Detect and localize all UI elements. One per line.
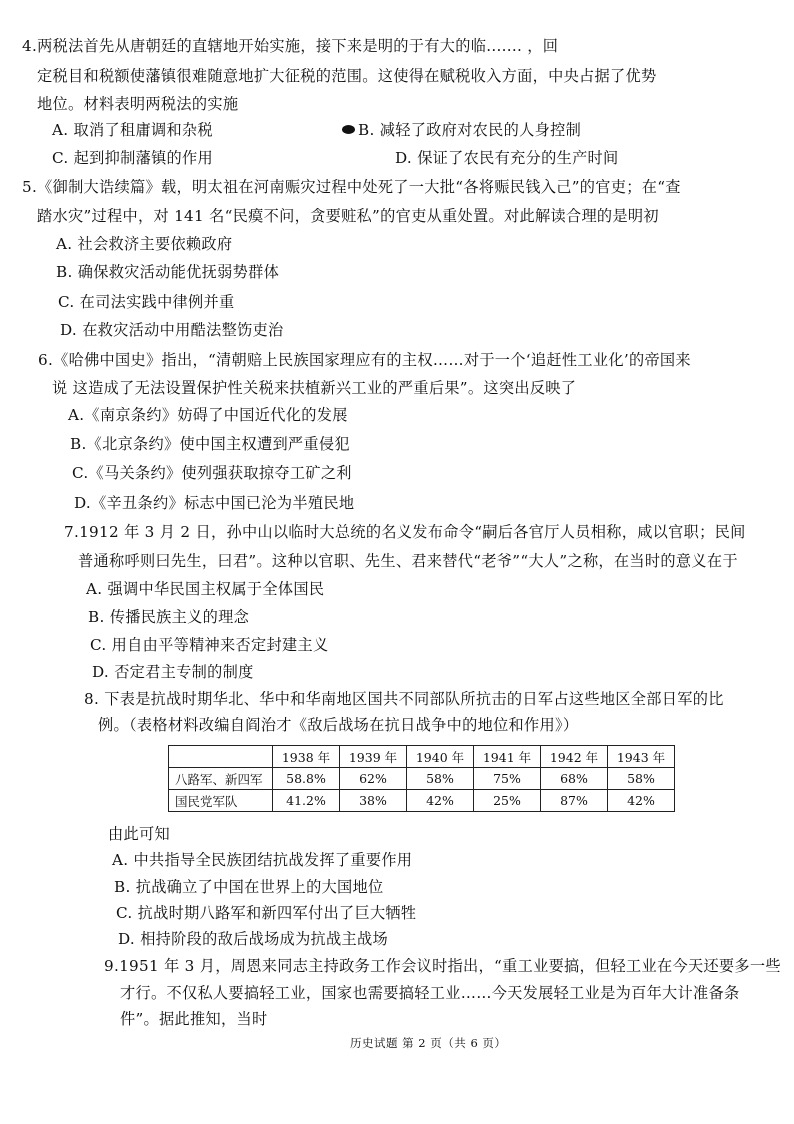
- q6-option-a: A.《南京条约》妨碍了中国近代化的发展: [68, 406, 348, 424]
- table-cell: 42%: [407, 790, 474, 812]
- q9-stem-line2: 才行。不仅私人要搞轻工业，国家也需要搞轻工业……今天发展轻工业是为百年大计准备条: [120, 984, 740, 1002]
- table-cell: 87%: [541, 790, 608, 812]
- table-row-label: 国民党军队: [169, 790, 273, 812]
- q4-option-d: D. 保证了农民有充分的生产时间: [395, 149, 619, 167]
- q6-option-d: D.《辛丑条约》标志中国已沦为半殖民地: [74, 494, 355, 512]
- table-cell: 68%: [541, 768, 608, 790]
- q8-option-d: D. 相持阶段的敌后战场成为抗战主战场: [118, 930, 388, 948]
- q5-option-c: C. 在司法实践中律例并重: [58, 293, 235, 311]
- table-cell: 62%: [340, 768, 407, 790]
- q8-option-a: A. 中共指导全民族团结抗战发挥了重要作用: [112, 851, 413, 869]
- q7-option-b: B. 传播民族主义的理念: [88, 608, 250, 626]
- q7-stem-line1: 7.1912 年 3 月 2 日，孙中山以临时大总统的名义发布命令“嗣后各官厅人员相称，咸以官职；民间: [64, 523, 746, 541]
- q6-option-c: C.《马关条约》使列强获取掠夺工矿之利: [72, 464, 352, 482]
- q6-stem-line2: 说 这造成了无法设置保护性关税来扶植新兴工业的严重后果”。这突出反映了: [52, 379, 577, 397]
- table-header-cell: 1938 年: [273, 746, 340, 768]
- q5-option-b: B. 确保救灾活动能优抚弱势群体: [56, 263, 280, 281]
- table-cell: 58.8%: [273, 768, 340, 790]
- q8-option-b: B. 抗战确立了中国在世界上的大国地位: [114, 878, 384, 896]
- q9-stem-line1: 9.1951 年 3 月，周恩来同志主持政务工作会议时指出，“重工业要搞，但轻工业在今天还要多一些: [104, 957, 781, 975]
- table-cell: 42%: [608, 790, 675, 812]
- q8-stem-line2: 例。（表格材料改编自阎治才《敌后战场在抗日战争中的地位和作用》）: [98, 716, 579, 734]
- table-header-cell: 1941 年: [474, 746, 541, 768]
- table-cell: 41.2%: [273, 790, 340, 812]
- q5-stem-line1: 5.《御制大诰续篇》载，明太祖在河南赈灾过程中处死了一大批“各将赈民钱入己”的官吏；在“查: [22, 178, 681, 196]
- data-table: [168, 745, 675, 812]
- table-header-cell: 1939 年: [340, 746, 407, 768]
- q9-stem-line3: 件”。据此推知，当时: [120, 1010, 268, 1028]
- table-header-cell: 1940 年: [407, 746, 474, 768]
- q8-stem-line1: 8. 下表是抗战时期华北、华中和华南地区国共不同部队所抗击的日军占这些地区全部日军的比: [84, 690, 724, 708]
- q6-option-b: B.《北京条约》使中国主权遭到严重侵犯: [70, 435, 350, 453]
- q7-stem-line2: 普通称呼则曰先生，曰君”。这种以官职、先生、君来替代“老爷”“大人”之称，在当时的意义在于: [78, 552, 738, 570]
- table-header-row: [169, 746, 675, 768]
- table-header-cell: [169, 746, 273, 768]
- table-cell: 75%: [474, 768, 541, 790]
- table-row-label: 八路军、新四军: [169, 768, 273, 790]
- q5-option-d: D. 在救灾活动中用酷法整饬吏治: [60, 321, 284, 339]
- q5-option-a: A. 社会救济主要依赖政府: [56, 235, 233, 253]
- q8-prompt: 由此可知: [108, 825, 170, 843]
- q4-option-a: A. 取消了租庸调和杂税: [52, 121, 213, 139]
- q7-option-a: A. 强调中华民国主权属于全体国民: [86, 580, 325, 598]
- table-cell: 58%: [608, 768, 675, 790]
- q4-option-b-text: B. 减轻了政府对农民的人身控制: [358, 121, 582, 139]
- table-header-cell: 1943 年: [608, 746, 675, 768]
- q7-option-c: C. 用自由平等精神来否定封建主义: [90, 636, 329, 654]
- q5-stem-line2: 踏水灾”过程中，对 141 名“民瘼不问，贪要赃私”的官吏从重处置。对此解读合理的是明初: [37, 207, 659, 225]
- q4-stem-line2: 定税目和税额使藩镇很难随意地扩大征税的范围。这使得在赋税收入方面，中央占据了优势: [37, 67, 657, 85]
- q4-option-b: [342, 120, 581, 140]
- table-cell: 25%: [474, 790, 541, 812]
- table-header-cell: 1942 年: [541, 746, 608, 768]
- page-footer: 历史试题 第 2 页（共 6 页）: [350, 1036, 507, 1050]
- answer-mark-icon: [342, 125, 355, 134]
- q7-option-d: D. 否定君主专制的制度: [92, 663, 254, 681]
- q6-stem-line1: 6.《哈佛中国史》指出，“清朝赔上民族国家理应有的主权……对于一个‘追赶性工业化’的帝国来: [38, 351, 691, 369]
- q8-option-c: C. 抗战时期八路军和新四军付出了巨大牺牲: [116, 904, 417, 922]
- table-cell: 58%: [407, 768, 474, 790]
- q4-stem-line1: 4.两税法首先从唐朝廷的直辖地开始实施，接下来是明的于有大的临....... ，回: [22, 37, 559, 55]
- table-row: [169, 768, 675, 790]
- table-cell: 38%: [340, 790, 407, 812]
- table-row: [169, 790, 675, 812]
- q4-stem-line3: 地位。材料表明两税法的实施: [37, 95, 239, 113]
- q4-option-c: C. 起到抑制藩镇的作用: [52, 149, 214, 167]
